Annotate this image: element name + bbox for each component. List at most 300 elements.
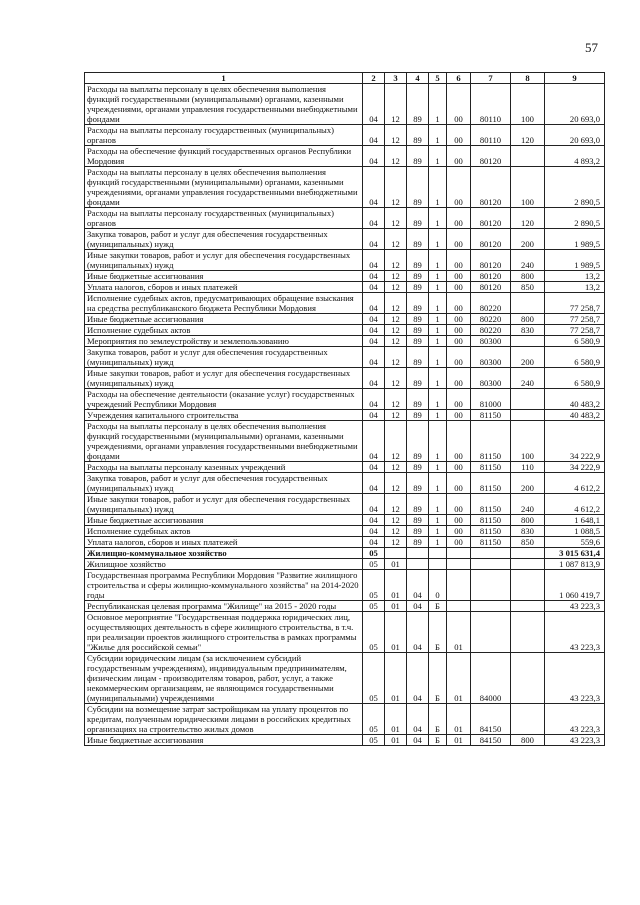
row-name: Расходы на обеспечение деятельности (оказание услуг) государственных учреждений Республики Мордовия (85, 389, 363, 410)
table-row (85, 410, 605, 421)
cell-subsection: 12 (385, 271, 407, 282)
cell-event: 00 (447, 250, 471, 271)
cell-subsection: 01 (385, 601, 407, 612)
row-name: Иные закупки товаров, работ и услуг для обеспечения государственных (муниципальных) нужд (85, 494, 363, 515)
cell-direction: 80220 (471, 325, 511, 336)
cell-section: 04 (363, 389, 385, 410)
cell-amount: 4 893,2 (545, 146, 605, 167)
cell-amount: 77 258,7 (545, 293, 605, 314)
cell-expense-type (511, 146, 545, 167)
cell-event: 00 (447, 336, 471, 347)
cell-subprogram: 1 (429, 84, 447, 125)
cell-subprogram (429, 559, 447, 570)
cell-program: 89 (407, 421, 429, 462)
cell-amount: 3 015 631,4 (545, 548, 605, 559)
cell-amount: 77 258,7 (545, 325, 605, 336)
cell-subsection: 12 (385, 325, 407, 336)
cell-section: 04 (363, 167, 385, 208)
cell-subprogram: 1 (429, 293, 447, 314)
cell-section: 05 (363, 653, 385, 704)
cell-program: 89 (407, 167, 429, 208)
table-row (85, 570, 605, 601)
cell-expense-type: 850 (511, 282, 545, 293)
row-name: Субсидии на возмещение затрат застройщикам на уплату процентов по кредитам, полученным юридическими лицами в российских кредитных организациях на строительство жилых домов (85, 704, 363, 735)
cell-subsection: 12 (385, 515, 407, 526)
row-name: Государственная программа Республики Мордовия "Развитие жилищного строительства и сферы жилищно-коммунального хозяйства" на 2014-2020 годы (85, 570, 363, 601)
row-name: Республиканская целевая программа "Жилище" на 2015 - 2020 годы (85, 601, 363, 612)
cell-amount: 6 580,9 (545, 336, 605, 347)
cell-amount: 2 890,5 (545, 208, 605, 229)
cell-event (447, 548, 471, 559)
cell-amount: 1 989,5 (545, 250, 605, 271)
cell-expense-type: 800 (511, 735, 545, 746)
cell-expense-type: 800 (511, 515, 545, 526)
cell-program: 04 (407, 601, 429, 612)
cell-event: 00 (447, 421, 471, 462)
cell-program: 89 (407, 125, 429, 146)
cell-amount: 43 223,3 (545, 601, 605, 612)
table-row (85, 347, 605, 368)
row-name: Исполнение судебных актов (85, 526, 363, 537)
table-row (85, 314, 605, 325)
cell-section: 05 (363, 570, 385, 601)
cell-subsection: 12 (385, 494, 407, 515)
cell-direction: 80120 (471, 208, 511, 229)
row-name: Исполнение судебных актов, предусматривающих обращение взыскания на средства республиканского бюджета Республики Мордовия (85, 293, 363, 314)
row-name: Уплата налогов, сборов и иных платежей (85, 282, 363, 293)
cell-subprogram: 1 (429, 250, 447, 271)
cell-program: 04 (407, 612, 429, 653)
cell-subsection: 12 (385, 537, 407, 548)
table-row (85, 368, 605, 389)
cell-program: 89 (407, 314, 429, 325)
cell-program (407, 548, 429, 559)
cell-section: 04 (363, 125, 385, 146)
cell-direction (471, 559, 511, 570)
row-name: Иные бюджетные ассигнования (85, 515, 363, 526)
cell-section: 04 (363, 250, 385, 271)
cell-program: 89 (407, 250, 429, 271)
column-header: 9 (545, 73, 605, 84)
cell-direction: 81150 (471, 462, 511, 473)
cell-expense-type: 100 (511, 167, 545, 208)
cell-event: 00 (447, 410, 471, 421)
cell-subsection: 12 (385, 167, 407, 208)
cell-program: 89 (407, 84, 429, 125)
table-row (85, 548, 605, 559)
cell-amount: 13,2 (545, 282, 605, 293)
cell-amount: 1 060 419,7 (545, 570, 605, 601)
cell-expense-type: 120 (511, 125, 545, 146)
cell-subprogram: 1 (429, 462, 447, 473)
cell-program: 89 (407, 526, 429, 537)
cell-program: 89 (407, 368, 429, 389)
cell-event: 00 (447, 229, 471, 250)
table-row (85, 389, 605, 410)
cell-subsection: 12 (385, 229, 407, 250)
cell-direction: 80120 (471, 146, 511, 167)
cell-amount: 1 648,1 (545, 515, 605, 526)
cell-direction: 81150 (471, 473, 511, 494)
table-row (85, 494, 605, 515)
cell-direction: 80300 (471, 368, 511, 389)
cell-expense-type (511, 612, 545, 653)
cell-subprogram: 1 (429, 368, 447, 389)
cell-event: 00 (447, 282, 471, 293)
table-row (85, 146, 605, 167)
table-row (85, 250, 605, 271)
cell-program: 89 (407, 282, 429, 293)
table-row (85, 526, 605, 537)
cell-direction (471, 612, 511, 653)
cell-subprogram: 1 (429, 473, 447, 494)
cell-subsection: 12 (385, 389, 407, 410)
cell-direction: 80300 (471, 347, 511, 368)
cell-section: 04 (363, 282, 385, 293)
cell-amount: 77 258,7 (545, 314, 605, 325)
cell-direction: 80120 (471, 250, 511, 271)
row-name: Иные закупки товаров, работ и услуг для обеспечения государственных (муниципальных) нужд (85, 250, 363, 271)
row-name: Учреждения капитального строительства (85, 410, 363, 421)
cell-subprogram: 1 (429, 389, 447, 410)
table-row (85, 336, 605, 347)
cell-direction: 80220 (471, 293, 511, 314)
table-row (85, 84, 605, 125)
table-row (85, 473, 605, 494)
cell-event: 00 (447, 84, 471, 125)
cell-event: 00 (447, 537, 471, 548)
cell-section: 04 (363, 336, 385, 347)
cell-expense-type: 240 (511, 494, 545, 515)
cell-subprogram: Б (429, 601, 447, 612)
cell-subsection: 01 (385, 704, 407, 735)
table-body (85, 84, 605, 746)
cell-subprogram: 1 (429, 537, 447, 548)
cell-section: 04 (363, 293, 385, 314)
cell-amount: 13,2 (545, 271, 605, 282)
cell-expense-type (511, 704, 545, 735)
table-row (85, 612, 605, 653)
cell-subsection: 01 (385, 570, 407, 601)
cell-section: 04 (363, 368, 385, 389)
cell-expense-type: 240 (511, 250, 545, 271)
cell-amount: 40 483,2 (545, 389, 605, 410)
cell-program: 89 (407, 208, 429, 229)
cell-subsection: 12 (385, 473, 407, 494)
cell-section: 04 (363, 314, 385, 325)
row-name: Уплата налогов, сборов и иных платежей (85, 537, 363, 548)
cell-subprogram: 1 (429, 410, 447, 421)
table-row (85, 325, 605, 336)
cell-subprogram: 1 (429, 167, 447, 208)
cell-subsection: 01 (385, 653, 407, 704)
row-name: Расходы на выплаты персоналу государственных (муниципальных) органов (85, 208, 363, 229)
cell-section: 05 (363, 612, 385, 653)
cell-section: 04 (363, 526, 385, 537)
cell-event: 01 (447, 704, 471, 735)
table-row (85, 601, 605, 612)
cell-subsection: 12 (385, 125, 407, 146)
table-row (85, 515, 605, 526)
budget-table (84, 72, 605, 746)
cell-section: 04 (363, 410, 385, 421)
cell-subprogram: 1 (429, 336, 447, 347)
cell-section: 04 (363, 473, 385, 494)
cell-program: 04 (407, 704, 429, 735)
cell-event (447, 601, 471, 612)
cell-event: 01 (447, 735, 471, 746)
cell-subprogram: 1 (429, 208, 447, 229)
cell-event: 00 (447, 473, 471, 494)
cell-program: 89 (407, 473, 429, 494)
table-row (85, 229, 605, 250)
table-row (85, 704, 605, 735)
cell-amount: 20 693,0 (545, 84, 605, 125)
cell-program: 04 (407, 570, 429, 601)
cell-amount: 1 088,5 (545, 526, 605, 537)
cell-program: 89 (407, 146, 429, 167)
cell-subsection: 12 (385, 347, 407, 368)
cell-event: 00 (447, 494, 471, 515)
row-name: Иные бюджетные ассигнования (85, 271, 363, 282)
cell-section: 05 (363, 704, 385, 735)
cell-direction: 81000 (471, 389, 511, 410)
cell-subsection: 12 (385, 314, 407, 325)
cell-section: 04 (363, 515, 385, 526)
column-header: 3 (385, 73, 407, 84)
column-header: 5 (429, 73, 447, 84)
cell-event: 00 (447, 389, 471, 410)
cell-subprogram: Б (429, 653, 447, 704)
cell-expense-type: 850 (511, 537, 545, 548)
cell-event: 00 (447, 167, 471, 208)
cell-subsection: 12 (385, 462, 407, 473)
cell-direction (471, 548, 511, 559)
cell-amount: 1 087 813,9 (545, 559, 605, 570)
cell-direction: 81150 (471, 537, 511, 548)
cell-direction: 80120 (471, 271, 511, 282)
cell-direction: 80120 (471, 282, 511, 293)
cell-event: 00 (447, 462, 471, 473)
column-header: 6 (447, 73, 471, 84)
row-name: Жилищно-коммунальное хозяйство (85, 548, 363, 559)
cell-amount: 40 483,2 (545, 410, 605, 421)
cell-program: 89 (407, 347, 429, 368)
cell-section: 04 (363, 84, 385, 125)
column-header: 4 (407, 73, 429, 84)
cell-event: 00 (447, 125, 471, 146)
cell-direction: 80220 (471, 314, 511, 325)
column-header: 7 (471, 73, 511, 84)
cell-expense-type (511, 336, 545, 347)
cell-subprogram: 1 (429, 494, 447, 515)
table-row (85, 559, 605, 570)
row-name: Субсидии юридическим лицам (за исключением субсидий государственным учреждениям), индивидуальным предпринимателям, физическим лицам - производителям товаров, работ, услуг, а также некоммерческим организациям, не являющимся государственными (муниципальными) учреждениями (85, 653, 363, 704)
cell-section: 04 (363, 229, 385, 250)
cell-subprogram: 1 (429, 526, 447, 537)
row-name: Иные бюджетные ассигнования (85, 735, 363, 746)
cell-program: 89 (407, 271, 429, 282)
table-row (85, 293, 605, 314)
cell-direction: 80110 (471, 84, 511, 125)
cell-program: 04 (407, 653, 429, 704)
cell-expense-type (511, 601, 545, 612)
cell-amount: 34 222,9 (545, 421, 605, 462)
row-name: Расходы на обеспечение функций государственных органов Республики Мордовия (85, 146, 363, 167)
table-header-row (85, 73, 605, 84)
cell-subprogram: 1 (429, 282, 447, 293)
row-name: Закупка товаров, работ и услуг для обеспечения государственных (муниципальных) нужд (85, 229, 363, 250)
table-row (85, 167, 605, 208)
column-header: 2 (363, 73, 385, 84)
cell-direction: 84000 (471, 653, 511, 704)
cell-expense-type (511, 653, 545, 704)
cell-expense-type: 200 (511, 347, 545, 368)
cell-program: 89 (407, 462, 429, 473)
cell-subprogram: 1 (429, 314, 447, 325)
table-row (85, 208, 605, 229)
cell-subprogram: 1 (429, 347, 447, 368)
cell-expense-type: 100 (511, 84, 545, 125)
cell-subsection: 01 (385, 559, 407, 570)
cell-event: 00 (447, 526, 471, 537)
cell-program: 89 (407, 494, 429, 515)
row-name: Иные бюджетные ассигнования (85, 314, 363, 325)
cell-subprogram: 1 (429, 515, 447, 526)
row-name: Исполнение судебных актов (85, 325, 363, 336)
cell-subsection: 12 (385, 336, 407, 347)
cell-program: 89 (407, 410, 429, 421)
cell-section: 04 (363, 347, 385, 368)
cell-section: 04 (363, 421, 385, 462)
row-name: Основное мероприятие "Государственная поддержка юридических лиц, осуществляющих деятельность в сфере жилищного строительства, в т.ч. при реализации проектов жилищного строительства в рамках программы "Жилье для российской семьи" (85, 612, 363, 653)
cell-expense-type: 100 (511, 421, 545, 462)
cell-subprogram (429, 548, 447, 559)
cell-section: 04 (363, 271, 385, 282)
table-row (85, 271, 605, 282)
cell-direction: 81150 (471, 515, 511, 526)
cell-direction: 84150 (471, 704, 511, 735)
cell-event: 00 (447, 515, 471, 526)
cell-section: 05 (363, 559, 385, 570)
page-number: 57 (585, 40, 598, 55)
cell-expense-type (511, 559, 545, 570)
cell-amount: 4 612,2 (545, 494, 605, 515)
cell-direction: 81150 (471, 410, 511, 421)
row-name: Жилищное хозяйство (85, 559, 363, 570)
cell-direction (471, 601, 511, 612)
row-name: Расходы на выплаты персоналу в целях обеспечения выполнения функций государственными (муниципальными) органами, казенными учреждениями, органами управления государственными внебюджетными фондами (85, 167, 363, 208)
cell-subprogram: 0 (429, 570, 447, 601)
cell-expense-type (511, 570, 545, 601)
cell-event: 00 (447, 293, 471, 314)
table-row (85, 282, 605, 293)
cell-direction: 80120 (471, 167, 511, 208)
cell-amount: 2 890,5 (545, 167, 605, 208)
cell-subsection: 12 (385, 250, 407, 271)
row-name: Иные закупки товаров, работ и услуг для обеспечения государственных (муниципальных) нужд (85, 368, 363, 389)
cell-section: 04 (363, 537, 385, 548)
cell-program: 89 (407, 293, 429, 314)
cell-subsection (385, 548, 407, 559)
cell-expense-type: 800 (511, 314, 545, 325)
cell-amount: 34 222,9 (545, 462, 605, 473)
cell-section: 04 (363, 146, 385, 167)
table-row (85, 462, 605, 473)
cell-subprogram: 1 (429, 421, 447, 462)
cell-subsection: 01 (385, 612, 407, 653)
cell-section: 04 (363, 325, 385, 336)
cell-section: 04 (363, 494, 385, 515)
row-name: Закупка товаров, работ и услуг для обеспечения государственных (муниципальных) нужд (85, 347, 363, 368)
cell-direction: 81150 (471, 421, 511, 462)
cell-expense-type: 200 (511, 229, 545, 250)
column-header: 8 (511, 73, 545, 84)
cell-event: 00 (447, 271, 471, 282)
table-row (85, 421, 605, 462)
cell-event: 00 (447, 208, 471, 229)
cell-expense-type (511, 293, 545, 314)
cell-event: 01 (447, 653, 471, 704)
cell-expense-type: 830 (511, 325, 545, 336)
cell-program: 89 (407, 336, 429, 347)
row-name: Расходы на выплаты персоналу казенных учреждений (85, 462, 363, 473)
cell-subsection: 12 (385, 146, 407, 167)
cell-event: 01 (447, 612, 471, 653)
cell-subsection: 12 (385, 526, 407, 537)
row-name: Расходы на выплаты персоналу в целях обеспечения выполнения функций государственными (муниципальными) органами, казенными учреждениями, органами управления государственными внебюджетными фондами (85, 421, 363, 462)
cell-program: 89 (407, 515, 429, 526)
cell-amount: 4 612,2 (545, 473, 605, 494)
row-name: Закупка товаров, работ и услуг для обеспечения государственных (муниципальных) нужд (85, 473, 363, 494)
cell-program: 89 (407, 229, 429, 250)
cell-direction: 81150 (471, 494, 511, 515)
cell-amount: 43 223,3 (545, 653, 605, 704)
cell-program: 04 (407, 735, 429, 746)
cell-subsection: 12 (385, 282, 407, 293)
cell-subprogram: Б (429, 735, 447, 746)
cell-expense-type: 120 (511, 208, 545, 229)
cell-subsection: 12 (385, 410, 407, 421)
cell-direction: 80120 (471, 229, 511, 250)
cell-subsection: 12 (385, 293, 407, 314)
cell-amount: 6 580,9 (545, 368, 605, 389)
cell-subsection: 12 (385, 421, 407, 462)
cell-direction (471, 570, 511, 601)
cell-subprogram: Б (429, 612, 447, 653)
row-name: Мероприятия по землеустройству и землепользованию (85, 336, 363, 347)
cell-amount: 20 693,0 (545, 125, 605, 146)
cell-subsection: 12 (385, 368, 407, 389)
cell-section: 04 (363, 208, 385, 229)
cell-amount: 559,6 (545, 537, 605, 548)
cell-subprogram: 1 (429, 271, 447, 282)
cell-program (407, 559, 429, 570)
cell-amount: 6 580,9 (545, 347, 605, 368)
cell-expense-type: 240 (511, 368, 545, 389)
cell-amount: 43 223,3 (545, 612, 605, 653)
cell-direction: 80300 (471, 336, 511, 347)
cell-program: 89 (407, 325, 429, 336)
cell-section: 04 (363, 462, 385, 473)
cell-subprogram: 1 (429, 325, 447, 336)
cell-expense-type: 800 (511, 271, 545, 282)
cell-event: 00 (447, 347, 471, 368)
cell-section: 05 (363, 601, 385, 612)
cell-expense-type: 830 (511, 526, 545, 537)
cell-program: 89 (407, 537, 429, 548)
cell-event (447, 570, 471, 601)
